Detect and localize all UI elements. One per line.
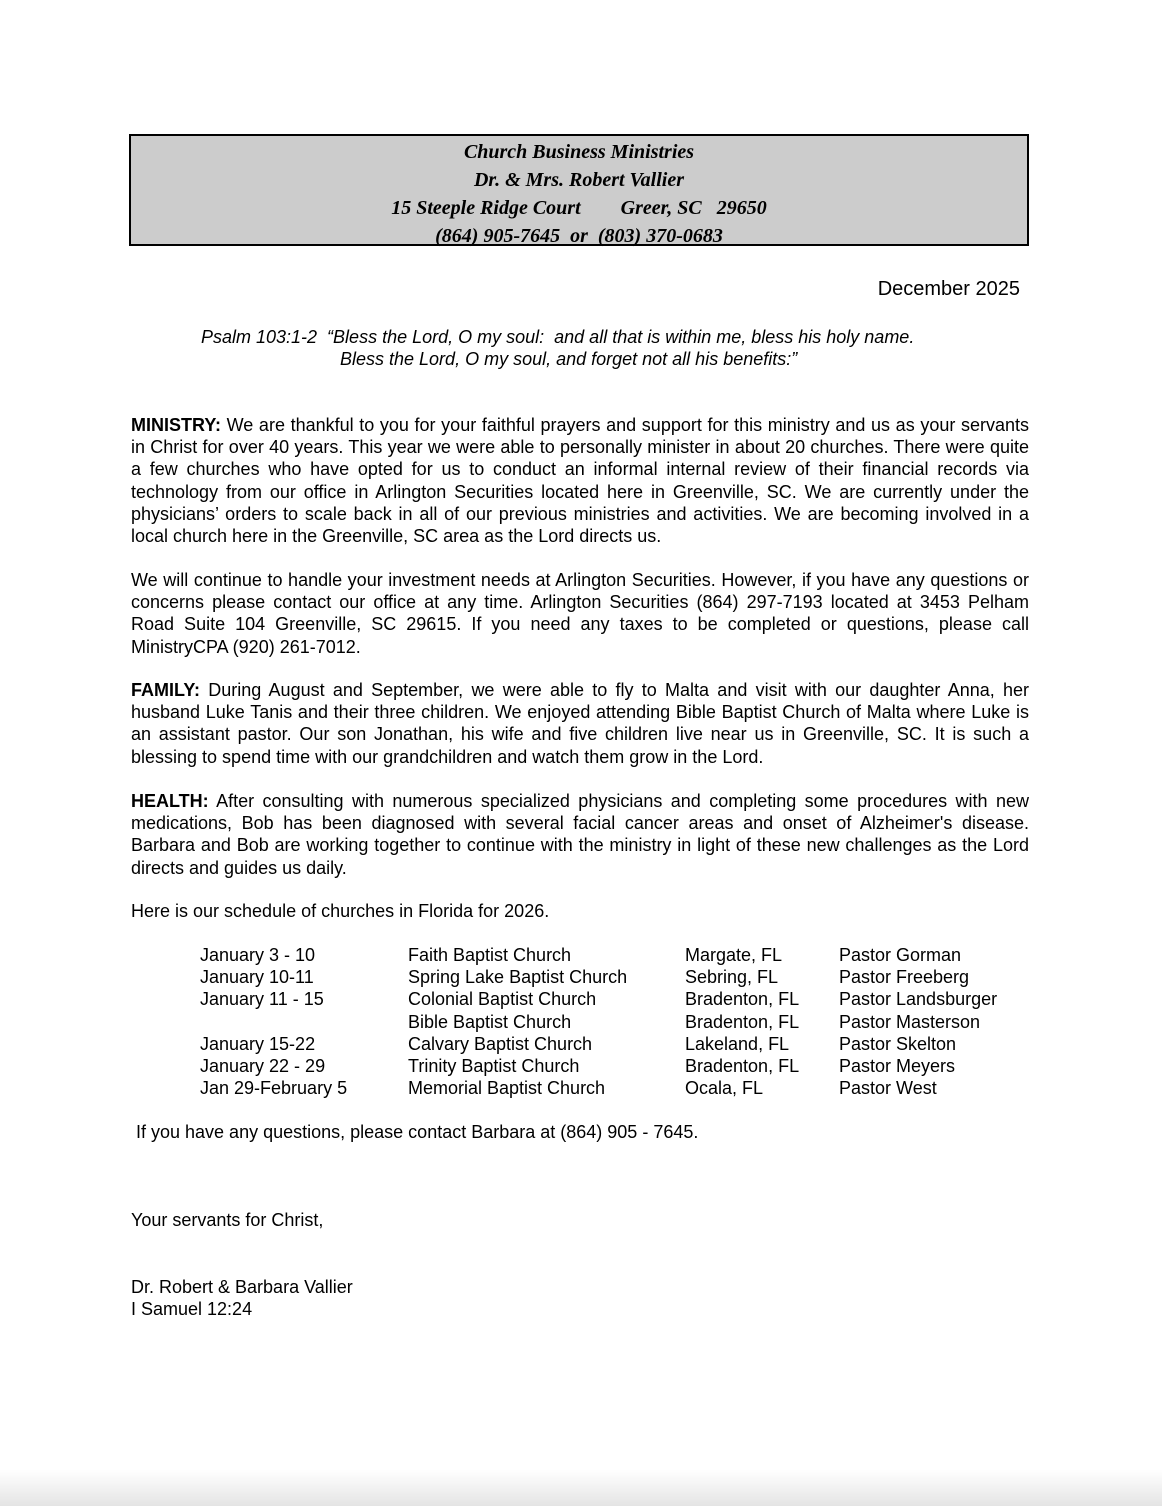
schedule-city: Bradenton, FL [685,989,800,1010]
schedule-pastor: Pastor Landsburger [839,989,998,1010]
family-paragraph [131,679,1029,768]
schedule-city: Margate, FL [685,945,783,965]
ministry-label: MINISTRY: [131,415,221,435]
closing-line: Your servants for Christ, [131,1210,324,1230]
schedule-church: Trinity Baptist Church [408,1055,580,1076]
letterhead-address: 15 Steeple Ridge Court Greer, SC 29650 [391,197,767,219]
signature-verse: I Samuel 12:24 [131,1299,253,1319]
schedule-church: Colonial Baptist Church [408,989,597,1010]
health-text: After consulting with numerous specialized physicians and completing some procedures with new medications, Bob has been diagnosed with several facial cancer areas and onset of Alzheimer's disease. Barbara and Bob are working together to continue with the ministry in light of these new challenges as the Lord directs and guides us daily. [131,791,1029,878]
schedule-pastor: Pastor Gorman [839,945,962,965]
letterhead-org: Church Business Ministries [463,141,695,163]
schedule-dates: January 22 - 29 [200,1055,326,1076]
schedule-row [200,944,1039,966]
schedule-pastor: Pastor Meyers [839,1055,956,1076]
schedule-dates: January 15-22 [200,1033,316,1054]
schedule-city: Lakeland, FL [685,1033,790,1054]
schedule-pastor: Pastor Masterson [839,1011,981,1032]
schedule-church: Memorial Baptist Church [408,1078,606,1099]
letterhead-phones: (864) 905-7645 or (803) 370-0683 [435,225,723,247]
letterhead [129,134,1029,246]
ministry-paragraph [131,414,1029,547]
schedule-church: Faith Baptist Church [408,945,572,965]
letter-date: December 2025 [877,278,1020,300]
schedule-dates [200,1011,408,1033]
investment-paragraph [131,569,1029,658]
schedule-pastor: Pastor Skelton [839,1033,957,1054]
schedule-church: Calvary Baptist Church [408,1033,593,1054]
schedule-dates: January 3 - 10 [200,945,316,965]
schedule-pastor: Pastor West [839,1078,937,1099]
page-bottom-edge [0,1470,1162,1506]
health-label: HEALTH: [131,791,209,811]
schedule-city: Ocala, FL [685,1078,764,1099]
family-label: FAMILY: [131,680,201,700]
schedule-dates: January 10-11 [200,967,314,988]
schedule-row [200,1033,1039,1055]
schedule-city: Sebring, FL [685,967,779,988]
schedule-dates: January 11 - 15 [200,989,324,1010]
schedule-table [200,944,1039,1099]
signature-names: Dr. Robert & Barbara Vallier [131,1277,353,1297]
psalm-line-2: Bless the Lord, O my soul, and forget not all his benefits:” [340,349,798,369]
schedule-row [200,1055,1039,1077]
schedule-city: Bradenton, FL [685,1055,800,1076]
schedule-dates: Jan 29-February 5 [200,1078,348,1099]
psalm-quote [0,326,1162,370]
ministry-text: We are thankful to you for your faithful prayers and support for this ministry and us as your servants in Christ for over 40 years. This year we were able to personally minister in about 20 churches. There were quite a few churches who have opted for us to conduct an informal internal review of their financial records via technology from our office in Arlington Securities located here in Greenville, SC. We are currently under the physicians’ orders to scale back in all of our previous ministries and activities. We are becoming involved in a local church here in the Greenville, SC area as the Lord directs us. [131,415,1029,547]
schedule-row [200,988,1039,1010]
schedule-row [200,1011,1039,1033]
psalm-line-1: Psalm 103:1-2 “Bless the Lord, O my soul: and all that is within me, bless his holy name. [201,327,915,347]
schedule-row [200,1077,1039,1099]
investment-text: We will continue to handle your investment needs at Arlington Securities. However, if you have any questions or concerns please contact our office at any time. Arlington Securities (864) 297-7193 located at 3453 Pelham Road Suite 104 Greenville, SC 29615. If you need any taxes to be completed or questions, please call MinistryCPA (920) 261-7012. [131,570,1029,657]
schedule-church: Bible Baptist Church [408,1011,572,1032]
schedule-city: Bradenton, FL [685,1011,800,1032]
contact-line: If you have any questions, please contact Barbara at (864) 905 - 7645. [131,1122,699,1142]
schedule-church: Spring Lake Baptist Church [408,967,628,988]
family-text: During August and September, we were able to fly to Malta and visit with our daughter Anna, her husband Luke Tanis and their three children. We enjoyed attending Bible Baptist Church of Malta where Luke is an assistant pastor. Our son Jonathan, his wife and five children live near us in Greenville, SC. It is such a blessing to spend time with our grandchildren and watch them grow in the Lord. [131,680,1029,767]
schedule-row [200,966,1039,988]
schedule-intro: Here is our schedule of churches in Florida for 2026. [131,901,550,921]
schedule-pastor: Pastor Freeberg [839,967,970,988]
letterhead-names: Dr. & Mrs. Robert Vallier [473,169,685,191]
health-paragraph [131,790,1029,879]
